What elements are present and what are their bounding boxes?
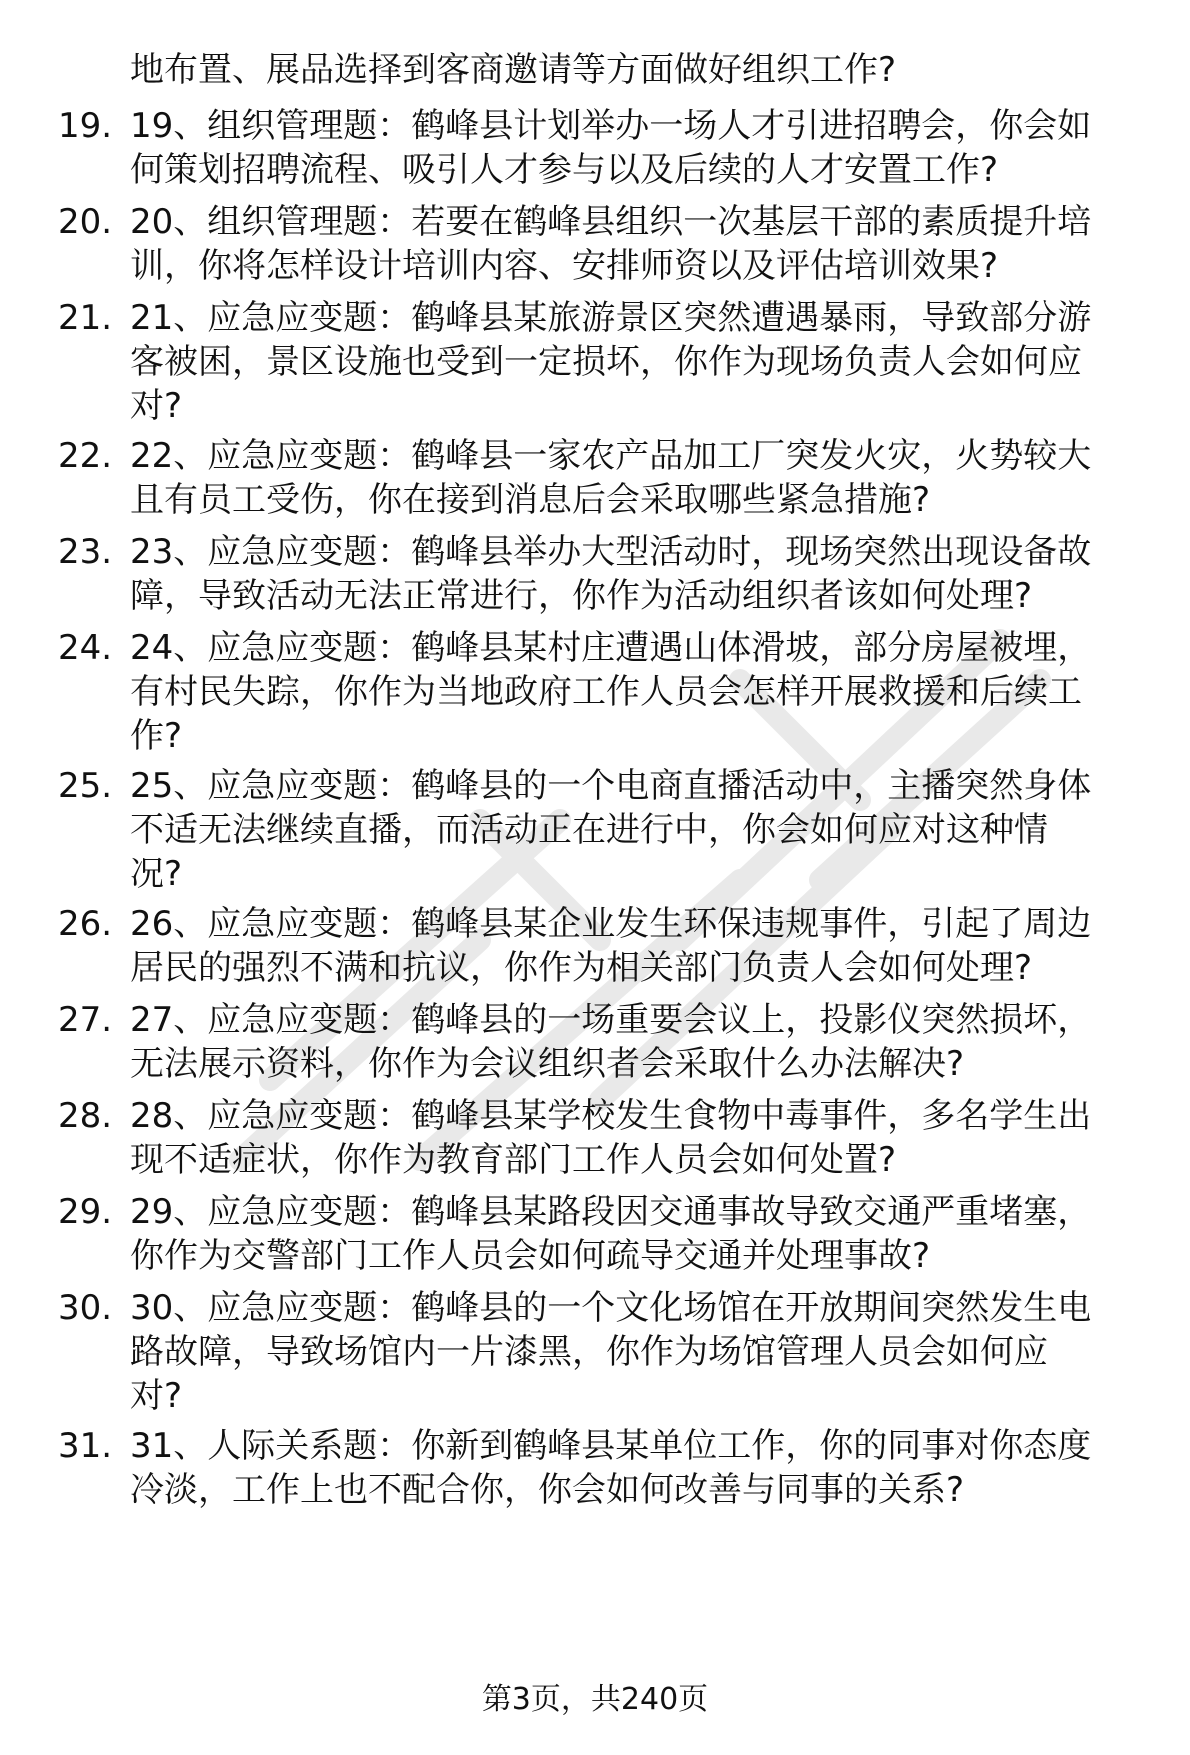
continued-question-line: 地布置、展品选择到客商邀请等方面做好组织工作? (130, 50, 897, 90)
question-text-line: 24、应急应变题：鹤峰县某村庄遭遇山体滑坡，部分房屋被埋， (130, 628, 1092, 668)
question-text-line: 有村民失踪，你作为当地政府工作人员会怎样开展救援和后续工 (130, 672, 1082, 712)
question-text-line: 居民的强烈不满和抗议，你作为相关部门负责人会如何处理? (130, 948, 1033, 988)
question-text-line: 27、应急应变题：鹤峰县的一场重要会议上，投影仪突然损坏， (130, 1000, 1092, 1040)
question-text-line: 20、组织管理题：若要在鹤峰县组织一次基层干部的素质提升培 (130, 202, 1092, 242)
question-text (130, 626, 1150, 758)
question-text-line: 29、应急应变题：鹤峰县某路段因交通事故导致交通严重堵塞， (130, 1192, 1092, 1232)
question-number: 25. (58, 766, 113, 806)
question-text-line: 且有员工受伤，你在接到消息后会采取哪些紧急措施? (130, 480, 931, 520)
question-number: 28. (58, 1096, 113, 1136)
question-text-line: 对? (130, 386, 183, 426)
question-text-line: 无法展示资料，你作为会议组织者会采取什么办法解决? (130, 1044, 965, 1084)
question-text (130, 200, 1150, 288)
question-text-line: 客被困，景区设施也受到一定损坏，你作为现场负责人会如何应 (130, 342, 1082, 382)
question-text-line: 不适无法继续直播，而活动正在进行中，你会如何应对这种情 (130, 810, 1048, 850)
question-text (130, 104, 1150, 192)
question-text-line: 23、应急应变题：鹤峰县举办大型活动时，现场突然出现设备故 (130, 532, 1092, 572)
question-number: 27. (58, 1000, 113, 1040)
question-text (130, 764, 1150, 896)
question-number: 22. (58, 436, 113, 476)
page-number-footer: 第3页，共240页 (481, 1682, 709, 1717)
question-text-line: 况? (130, 854, 183, 894)
question-text (130, 1424, 1150, 1512)
question-number: 20. (58, 202, 113, 242)
question-text (130, 902, 1150, 990)
question-text-line: 21、应急应变题：鹤峰县某旅游景区突然遭遇暴雨，导致部分游 (130, 298, 1092, 338)
question-text-line: 作? (130, 716, 183, 756)
question-number: 31. (58, 1426, 113, 1466)
question-text (130, 998, 1150, 1086)
question-text-line: 现不适症状，你作为教育部门工作人员会如何处置? (130, 1140, 897, 1180)
question-text (130, 1094, 1150, 1182)
question-text-line: 19、组织管理题：鹤峰县计划举办一场人才引进招聘会，你会如 (130, 106, 1092, 146)
question-text-line: 31、人际关系题：你新到鹤峰县某单位工作，你的同事对你态度 (130, 1426, 1092, 1466)
question-text-line: 25、应急应变题：鹤峰县的一个电商直播活动中，主播突然身体 (130, 766, 1092, 806)
question-text-line: 障，导致活动无法正常进行，你作为活动组织者该如何处理? (130, 576, 1033, 616)
question-text-line: 冷淡，工作上也不配合你，你会如何改善与同事的关系? (130, 1470, 965, 1510)
question-text-line: 30、应急应变题：鹤峰县的一个文化场馆在开放期间突然发生电 (130, 1288, 1092, 1328)
question-text (130, 1286, 1150, 1418)
question-text (130, 1190, 1150, 1278)
question-text-line: 你作为交警部门工作人员会如何疏导交通并处理事故? (130, 1236, 931, 1276)
question-number: 30. (58, 1288, 113, 1328)
question-text-line: 对? (130, 1376, 183, 1416)
question-number: 19. (58, 106, 113, 146)
question-text-line: 路故障，导致场馆内一片漆黑，你作为场馆管理人员会如何应 (130, 1332, 1048, 1372)
question-number: 29. (58, 1192, 113, 1232)
question-text-line: 26、应急应变题：鹤峰县某企业发生环保违规事件，引起了周边 (130, 904, 1092, 944)
question-number: 23. (58, 532, 113, 572)
question-number: 24. (58, 628, 113, 668)
question-number: 21. (58, 298, 113, 338)
question-number: 26. (58, 904, 113, 944)
question-text-line: 28、应急应变题：鹤峰县某学校发生食物中毒事件，多名学生出 (130, 1096, 1092, 1136)
question-text-line: 22、应急应变题：鹤峰县一家农产品加工厂突发火灾，火势较大 (130, 436, 1092, 476)
question-text-line: 何策划招聘流程、吸引人才参与以及后续的人才安置工作? (130, 150, 999, 190)
question-text-line: 训，你将怎样设计培训内容、安排师资以及评估培训效果? (130, 246, 999, 286)
question-text (130, 296, 1150, 428)
question-text (130, 530, 1150, 618)
question-text (130, 434, 1150, 522)
